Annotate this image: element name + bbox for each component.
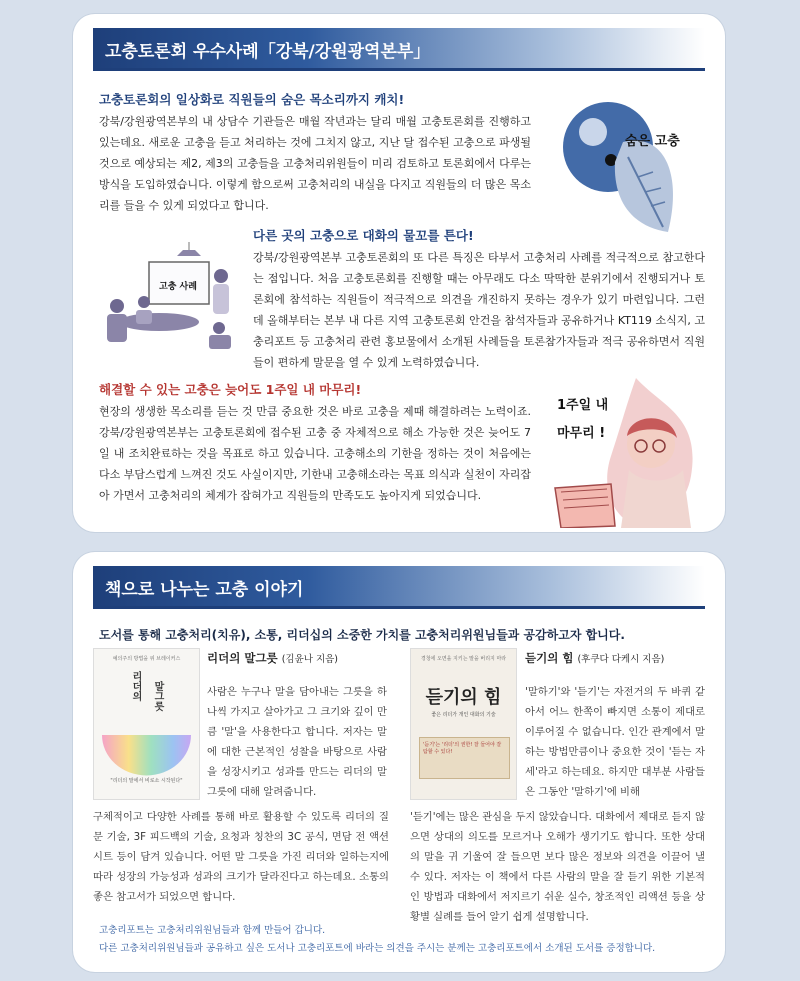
leaf-face-icon bbox=[553, 102, 703, 252]
bubble-line-2: 마무리 ! bbox=[557, 426, 606, 441]
book2-title-line bbox=[525, 650, 664, 666]
section-banner bbox=[93, 28, 705, 71]
banner-title: 고충토론회 우수사례「강북/강원광역본부」 bbox=[105, 42, 431, 62]
cover-box-text: '듣기'는 '리더'의 권한! 잘 들어야 잘 탐할 수 있다! bbox=[423, 742, 502, 755]
section-body-1: 강북/강원광역본부의 내 상담수 기관들은 매월 작년과는 달리 매월 고충토론회를 진행하고 있는데요. 새로운 고충을 듣고 처리하는 것에 그치지 않고, 지난 달 접수된 고충으로 파생될 것으로 예상되는 제2, 제3의 고충들을 고충처리위원들이 미리 검토하고 토론회에서 다루는 방식을 도입하였습니다. 이렇게 함으로써 고충처리의 내실을 다지고 직원들의 더 많은 목소리를 들을 수 있게 되었다고 합니다. bbox=[99, 115, 531, 212]
book2-title: 듣기의 힘 bbox=[525, 651, 574, 665]
book1-author: (김윤나 지음) bbox=[281, 654, 339, 665]
bubble-line-1: 1주일 내 bbox=[557, 398, 609, 413]
cover-subtitle: 좋은 리더가 개인 대화의 기술 bbox=[431, 712, 496, 718]
section-heading-3: 해결할 수 있는 고충은 늦어도 1주일 내 마무리! bbox=[99, 382, 362, 397]
section-body-2: 강북/강원광역본부 고충토론회의 또 다른 특징은 타부서 고충처리 사례를 적극적으로 참고한다는 점입니다. 처음 고충토론회를 진행할 때는 아무래도 다소 딱딱한 분위기에서 진행되거나 토론회에 참석하는 직원들이 적극적으로 의견을 개진하지 못하는 경우가 있기 마련입니다. 그런데 올해부터는 본부 내 다른 지역 고충토론회 안건을 참석자들과 공유하거나 KT119 소식지, 고충리포트 등 고충처리 관련 홍보물에서 소개된 사례들을 토론참가자들과 적극 공유하면서 직원들이 편하게 말문을 열 수 있게 노력하였습니다. bbox=[253, 251, 705, 369]
cover-box bbox=[419, 737, 510, 779]
cover-title-2: 말그릇 bbox=[152, 681, 163, 711]
footer-line-1: 고충리포트는 고충처리위원님들과 함께 만들어 갑니다. bbox=[99, 925, 326, 936]
book-recommendation-card bbox=[73, 552, 725, 972]
section-banner bbox=[93, 566, 705, 609]
cover-top-text: 예의주의 방법을 위 브레이커스 bbox=[112, 656, 181, 662]
meeting-illustration bbox=[99, 240, 244, 350]
deadline-illustration bbox=[541, 366, 711, 528]
case-study-card bbox=[73, 14, 725, 532]
book-cover-listening bbox=[410, 648, 517, 800]
cover-title-1: 리더의 bbox=[130, 671, 141, 701]
board-label: 고충 사례 bbox=[159, 282, 197, 292]
book-cover-leader bbox=[93, 648, 200, 800]
book1-description-2: 구체적이고 다양한 사례를 통해 바로 활용할 수 있도록 리더의 질문 기술, 3F 피드백의 기술, 요청과 칭찬의 3C 공식, 면담 전 액션 시트 등이 담겨 있습니다. 어떤 말 그릇을 가진 리더와 일하는지에 따라 성장의 가능성과 성과의 크기가 달라진다고 하는데요. 소통의 좋은 참고서가 되었으면 합니다. bbox=[93, 811, 389, 903]
meeting-room-icon bbox=[99, 240, 244, 350]
section-body-3: 현장의 생생한 목소리를 듣는 것 만큼 중요한 것은 바로 고충을 제때 해결하려는 노력이죠. 강북/강원광역본부는 고충토론회에 접수된 고충 중 자체적으로 해소 가능한 것은 늦어도 7일 내 조치완료하는 것을 목표로 하고 있습니다. 고충해소의 기한을 정하는 것이 처음에는 다소 부담스럽게 느껴진 것도 사실이지만, 기한내 고충해소라는 목표 의식과 실천이 자리잡아 가면서 고충처리의 체계가 잡혀가고 직원들의 만족도도 높아지게 되었습니다. bbox=[99, 405, 531, 502]
cover-top-text: 경청에 오면을 지키는 말을 버리지 마라 bbox=[420, 656, 507, 662]
intro-text: 도서를 통해 고충처리(치유), 소통, 리더십의 소중한 가치를 고충처리위원님들과 공감하고자 합니다. bbox=[99, 628, 625, 642]
book2-description-2: '듣기'에는 많은 관심을 두지 않았습니다. 대화에서 제대로 듣지 않으면 상대의 의도를 모르거나 오해가 생기기도 합니다. 또한 상대의 말을 귀 기울여 잘 들으면 보다 많은 정보와 의견을 이끌어 낼 수 있다. 저자는 이 책에서 다른 사람의 말을 잘 듣기 위한 기본적인 방법과 대화에서 저지르기 쉬운 실수, 창조적인 리액션 등을 상황별 실례를 들어 알기 쉽게 설명합니다. bbox=[410, 811, 705, 923]
rainbow-bowl-icon bbox=[94, 733, 199, 793]
section-heading-2: 다른 곳의 고충으로 대화의 물꼬를 튼다! bbox=[253, 228, 474, 243]
banner-title: 책으로 나누는 고충 이야기 bbox=[105, 580, 304, 600]
section-heading-1: 고충토론회의 일상화로 직원들의 숨은 목소리까지 캐치! bbox=[99, 92, 405, 107]
cover-title: 듣기의 힘 bbox=[425, 687, 502, 708]
book2-description-1: '말하기'와 '듣기'는 자전거의 두 바퀴 같아서 어느 한쪽이 빠지면 소통이 제대로 이루어질 수 없습니다. 인간 관계에서 말하는 방법만큼이나 중요한 것이 '듣는 자세'라고 하는데요. 하지만 대부분 사람들은 그동안 '말하기'에 비해 bbox=[525, 686, 705, 798]
illustration-label: 숨은 고충 bbox=[625, 134, 680, 149]
footer-line-2: 다른 고충처리위원님들과 공유하고 싶은 도서나 고충리포트에 바라는 의견을 주시는 분께는 고충리포트에서 소개된 도서를 증정합니다. bbox=[99, 943, 656, 954]
book1-title-line bbox=[207, 650, 338, 666]
hidden-grievance-illustration bbox=[553, 102, 703, 252]
book2-author: (후쿠다 다케시 지음) bbox=[577, 654, 665, 665]
reading-woman-icon bbox=[541, 366, 711, 528]
book1-description-1: 사람은 누구나 말을 담아내는 그릇을 하나씩 가지고 살아가고 그 크기와 깊이 만큼 '말'을 사용한다고 합니다. 저자는 말에 대한 근본적인 성찰을 바탕으로 사람을 성장시키고 성과를 만드는 리더의 말 그릇에 대해 알려줍니다. bbox=[207, 686, 387, 798]
book1-title: 리더의 말그릇 bbox=[207, 651, 278, 665]
cover-bottom-text: "리더의 말에서 비로소 시작된다" bbox=[110, 778, 183, 784]
